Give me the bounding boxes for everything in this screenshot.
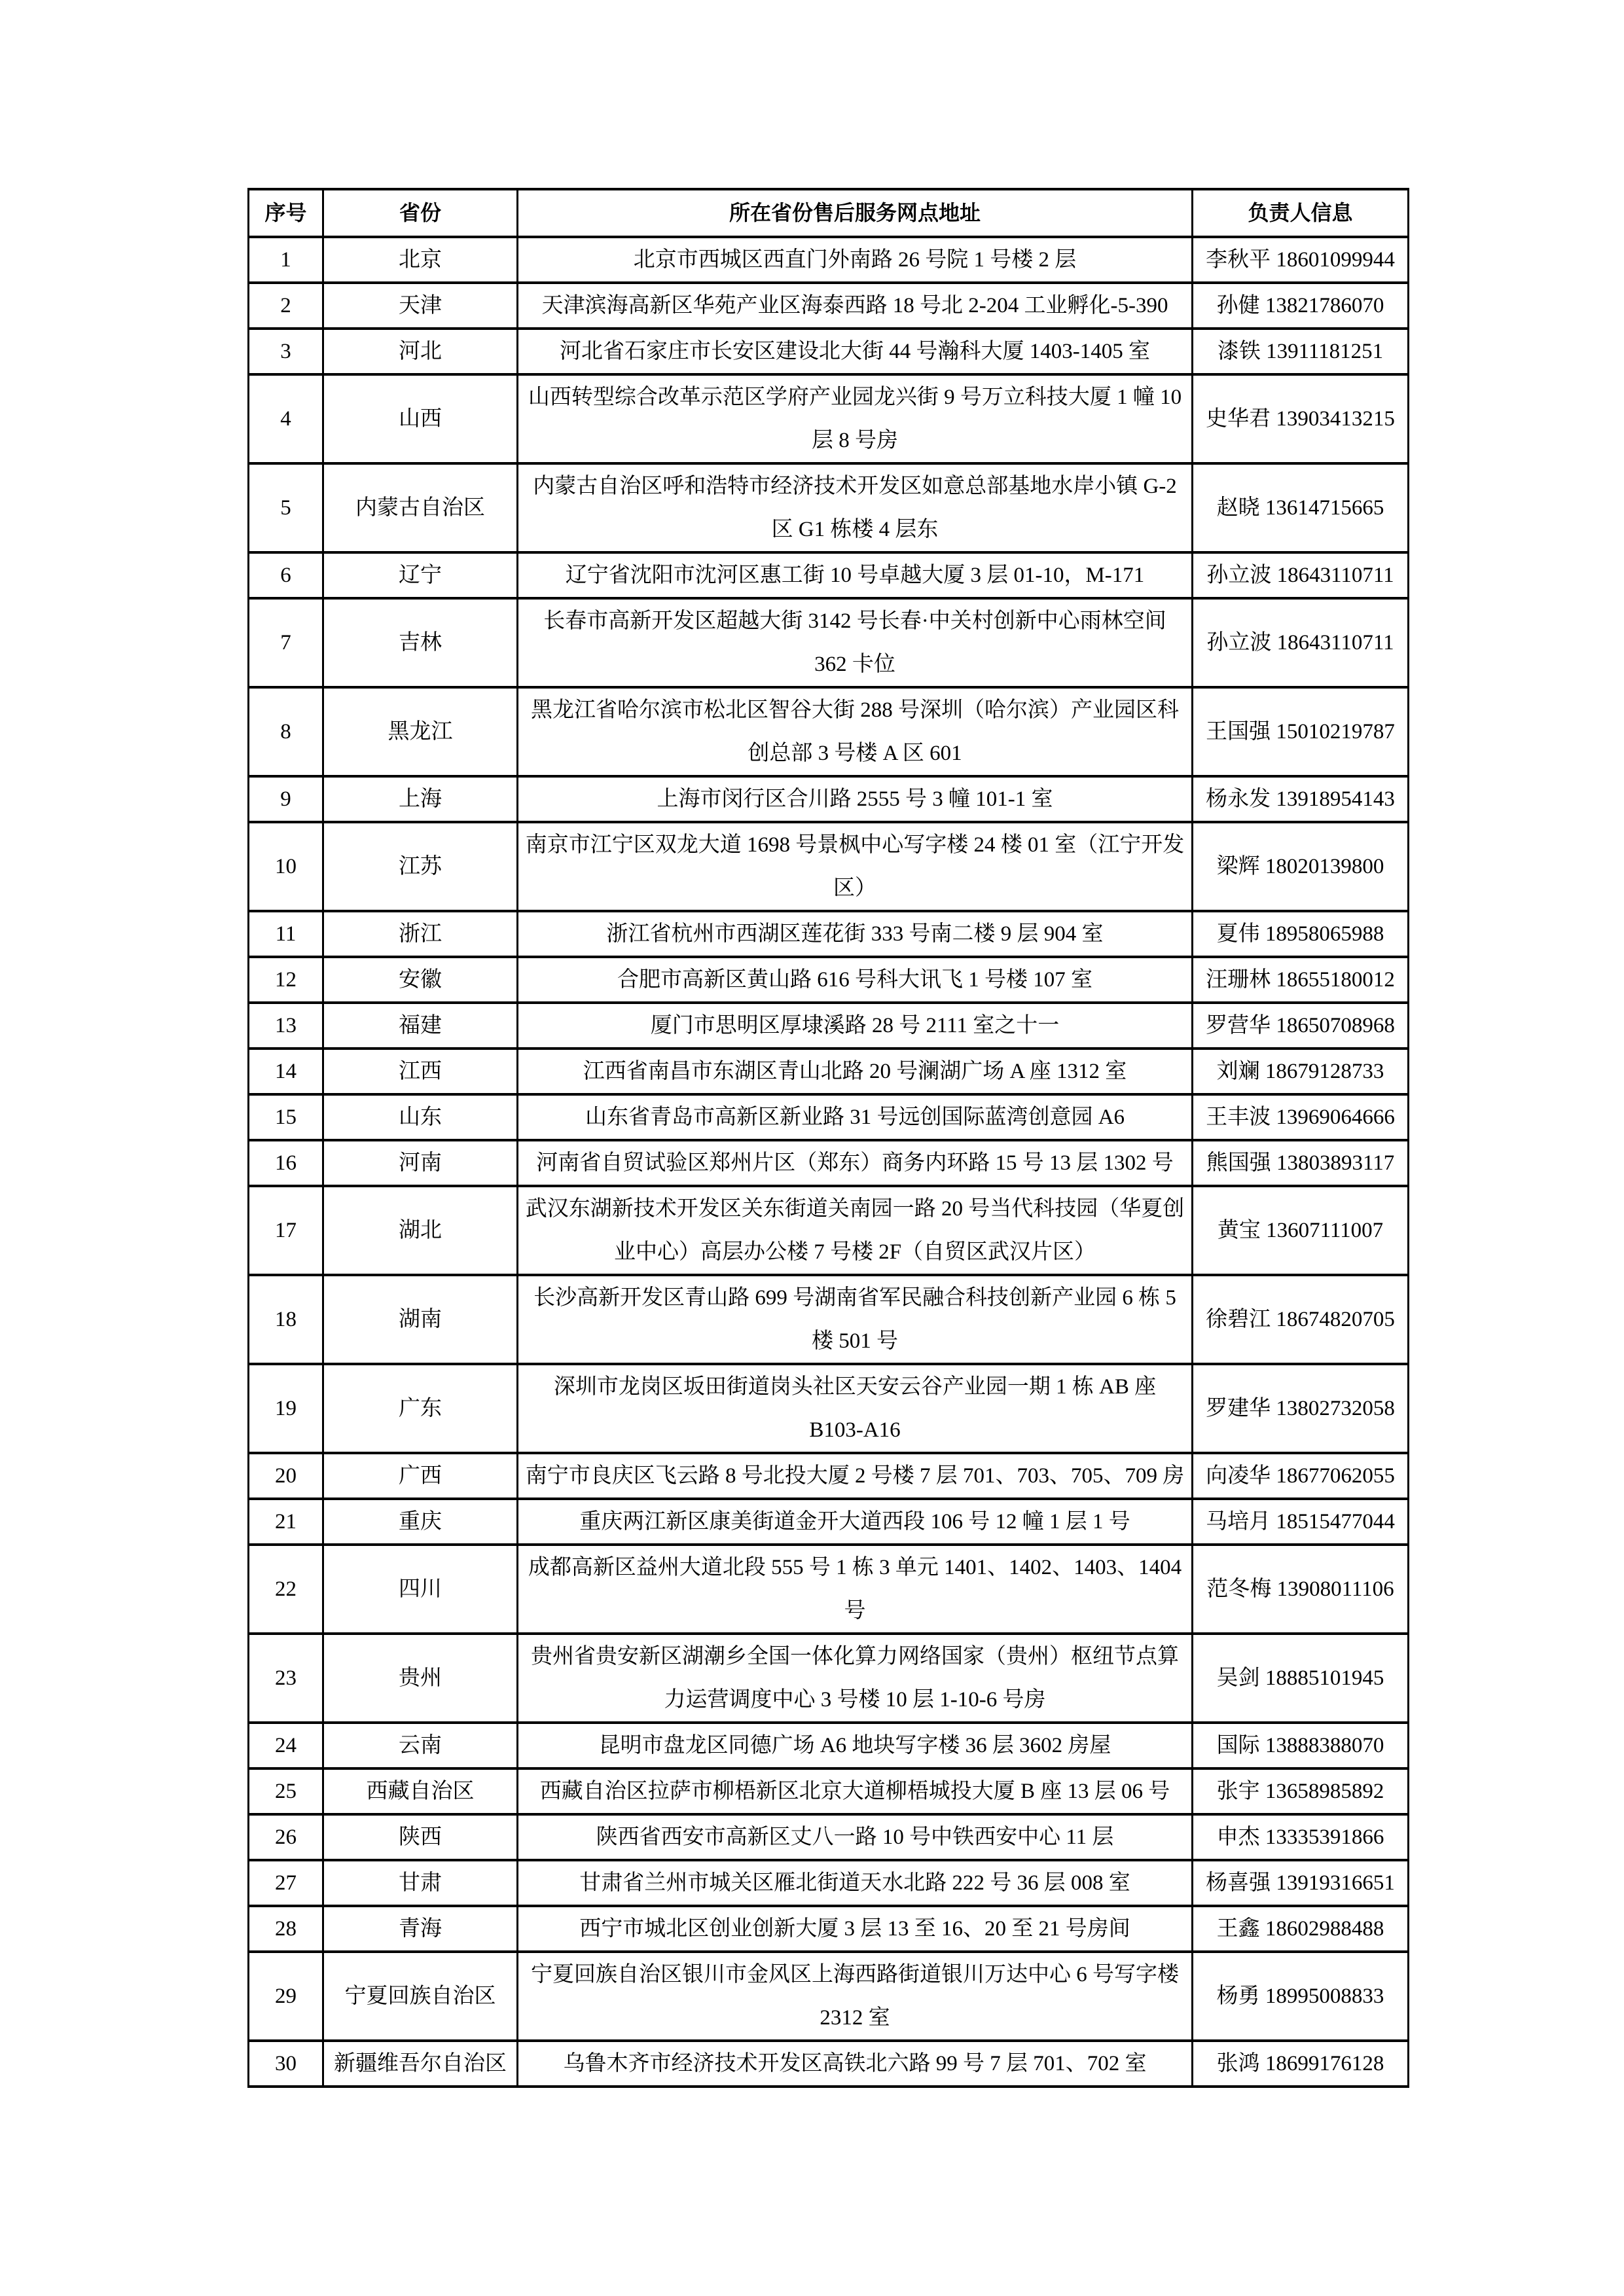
province-cell: 山东 — [323, 1094, 518, 1140]
table-row — [249, 1634, 1409, 1723]
table-row — [249, 329, 1409, 374]
province-cell: 云南 — [323, 1723, 518, 1768]
contact-cell: 漆铁 13911181251 — [1193, 329, 1409, 374]
province-cell: 广东 — [323, 1364, 518, 1453]
table-row — [249, 1275, 1409, 1364]
province-cell: 宁夏回族自治区 — [323, 1952, 518, 2041]
row-index-cell: 10 — [249, 822, 323, 911]
row-index-cell: 4 — [249, 374, 323, 463]
address-cell: 贵州省贵安新区湖潮乡全国一体化算力网络国家（贵州）枢纽节点算力运营调度中心 3 号楼 10 层 1-10-6 号房 — [518, 1634, 1193, 1723]
table-body — [249, 237, 1409, 2087]
table-row — [249, 1094, 1409, 1140]
table-row — [249, 1186, 1409, 1275]
address-cell: 长沙高新开发区青山路 699 号湖南省军民融合科技创新产业园 6 栋 5 楼 501 号 — [518, 1275, 1193, 1364]
province-cell: 湖北 — [323, 1186, 518, 1275]
contact-cell: 杨喜强 13919316651 — [1193, 1860, 1409, 1906]
table-row — [249, 1545, 1409, 1634]
address-cell: 厦门市思明区厚埭溪路 28 号 2111 室之十一 — [518, 1003, 1193, 1049]
header-province: 省份 — [323, 189, 518, 237]
row-index-cell: 22 — [249, 1545, 323, 1634]
contact-cell: 张鸿 18699176128 — [1193, 2041, 1409, 2087]
address-cell: 浙江省杭州市西湖区莲花街 333 号南二楼 9 层 904 室 — [518, 911, 1193, 957]
province-cell: 青海 — [323, 1906, 518, 1952]
table-row — [249, 283, 1409, 329]
row-index-cell: 7 — [249, 598, 323, 687]
contact-cell: 史华君 13903413215 — [1193, 374, 1409, 463]
contact-cell: 范冬梅 13908011106 — [1193, 1545, 1409, 1634]
province-cell: 安徽 — [323, 957, 518, 1003]
contact-cell: 王丰波 13969064666 — [1193, 1094, 1409, 1140]
address-cell: 北京市西城区西直门外南路 26 号院 1 号楼 2 层 — [518, 237, 1193, 283]
province-cell: 贵州 — [323, 1634, 518, 1723]
row-index-cell: 9 — [249, 776, 323, 822]
address-cell: 武汉东湖新技术开发区关东街道关南园一路 20 号当代科技园（华夏创业中心）高层办公楼 7 号楼 2F（自贸区武汉片区） — [518, 1186, 1193, 1275]
row-index-cell: 30 — [249, 2041, 323, 2087]
header-contact: 负责人信息 — [1193, 189, 1409, 237]
row-index-cell: 23 — [249, 1634, 323, 1723]
service-network-table — [247, 188, 1409, 2088]
table-row — [249, 1814, 1409, 1860]
address-cell: 陕西省西安市高新区丈八一路 10 号中铁西安中心 11 层 — [518, 1814, 1193, 1860]
address-cell: 宁夏回族自治区银川市金风区上海西路街道银川万达中心 6 号写字楼 2312 室 — [518, 1952, 1193, 2041]
table-row — [249, 1364, 1409, 1453]
province-cell: 四川 — [323, 1545, 518, 1634]
contact-cell: 汪珊林 18655180012 — [1193, 957, 1409, 1003]
row-index-cell: 11 — [249, 911, 323, 957]
contact-cell: 杨勇 18995008833 — [1193, 1952, 1409, 2041]
province-cell: 河北 — [323, 329, 518, 374]
province-cell: 陕西 — [323, 1814, 518, 1860]
table-row — [249, 1952, 1409, 2041]
row-index-cell: 12 — [249, 957, 323, 1003]
province-cell: 北京 — [323, 237, 518, 283]
row-index-cell: 19 — [249, 1364, 323, 1453]
table-row — [249, 1049, 1409, 1094]
province-cell: 山西 — [323, 374, 518, 463]
contact-cell: 国际 13888388070 — [1193, 1723, 1409, 1768]
province-cell: 福建 — [323, 1003, 518, 1049]
address-cell: 内蒙古自治区呼和浩特市经济技术开发区如意总部基地水岸小镇 G-2 区 G1 栋楼 4 层东 — [518, 463, 1193, 552]
row-index-cell: 16 — [249, 1140, 323, 1186]
row-index-cell: 17 — [249, 1186, 323, 1275]
address-cell: 昆明市盘龙区同德广场 A6 地块写字楼 36 层 3602 房屋 — [518, 1723, 1193, 1768]
address-cell: 南宁市良庆区飞云路 8 号北投大厦 2 号楼 7 层 701、703、705、709 房 — [518, 1453, 1193, 1499]
table-header — [249, 189, 1409, 237]
address-cell: 甘肃省兰州市城关区雁北街道天水北路 222 号 36 层 008 室 — [518, 1860, 1193, 1906]
row-index-cell: 15 — [249, 1094, 323, 1140]
contact-cell: 王鑫 18602988488 — [1193, 1906, 1409, 1952]
contact-cell: 梁辉 18020139800 — [1193, 822, 1409, 911]
table-row — [249, 1906, 1409, 1952]
province-cell: 江西 — [323, 1049, 518, 1094]
contact-cell: 孙健 13821786070 — [1193, 283, 1409, 329]
province-cell: 湖南 — [323, 1275, 518, 1364]
table-row — [249, 1768, 1409, 1814]
province-cell: 重庆 — [323, 1499, 518, 1545]
contact-cell: 刘斓 18679128733 — [1193, 1049, 1409, 1094]
table-row — [249, 1499, 1409, 1545]
table-row — [249, 1453, 1409, 1499]
table-row — [249, 776, 1409, 822]
row-index-cell: 27 — [249, 1860, 323, 1906]
address-cell: 河南省自贸试验区郑州片区（郑东）商务内环路 15 号 13 层 1302 号 — [518, 1140, 1193, 1186]
address-cell: 西宁市城北区创业创新大厦 3 层 13 至 16、20 至 21 号房间 — [518, 1906, 1193, 1952]
contact-cell: 杨永发 13918954143 — [1193, 776, 1409, 822]
address-cell: 河北省石家庄市长安区建设北大街 44 号瀚科大厦 1403-1405 室 — [518, 329, 1193, 374]
province-cell: 甘肃 — [323, 1860, 518, 1906]
address-cell: 山东省青岛市高新区新业路 31 号远创国际蓝湾创意园 A6 — [518, 1094, 1193, 1140]
contact-cell: 李秋平 18601099944 — [1193, 237, 1409, 283]
row-index-cell: 24 — [249, 1723, 323, 1768]
contact-cell: 吴剑 18885101945 — [1193, 1634, 1409, 1723]
header-address: 所在省份售后服务网点地址 — [518, 189, 1193, 237]
address-cell: 辽宁省沈阳市沈河区惠工街 10 号卓越大厦 3 层 01-10，M-171 — [518, 552, 1193, 598]
header-row — [249, 189, 1409, 237]
table-row — [249, 1003, 1409, 1049]
header-index: 序号 — [249, 189, 323, 237]
table-row — [249, 822, 1409, 911]
table-row — [249, 911, 1409, 957]
province-cell: 吉林 — [323, 598, 518, 687]
province-cell: 河南 — [323, 1140, 518, 1186]
table-row — [249, 463, 1409, 552]
row-index-cell: 1 — [249, 237, 323, 283]
province-cell: 黑龙江 — [323, 687, 518, 776]
row-index-cell: 3 — [249, 329, 323, 374]
contact-cell: 罗营华 18650708968 — [1193, 1003, 1409, 1049]
contact-cell: 赵晓 13614715665 — [1193, 463, 1409, 552]
table-row — [249, 957, 1409, 1003]
province-cell: 广西 — [323, 1453, 518, 1499]
address-cell: 南京市江宁区双龙大道 1698 号景枫中心写字楼 24 楼 01 室（江宁开发区） — [518, 822, 1193, 911]
table-row — [249, 1860, 1409, 1906]
contact-cell: 徐碧江 18674820705 — [1193, 1275, 1409, 1364]
contact-cell: 向凌华 18677062055 — [1193, 1453, 1409, 1499]
address-cell: 乌鲁木齐市经济技术开发区高铁北六路 99 号 7 层 701、702 室 — [518, 2041, 1193, 2087]
address-cell: 江西省南昌市东湖区青山北路 20 号澜湖广场 A 座 1312 室 — [518, 1049, 1193, 1094]
province-cell: 浙江 — [323, 911, 518, 957]
row-index-cell: 20 — [249, 1453, 323, 1499]
address-cell: 重庆两江新区康美街道金开大道西段 106 号 12 幢 1 层 1 号 — [518, 1499, 1193, 1545]
row-index-cell: 28 — [249, 1906, 323, 1952]
row-index-cell: 14 — [249, 1049, 323, 1094]
address-cell: 黑龙江省哈尔滨市松北区智谷大街 288 号深圳（哈尔滨）产业园区科创总部 3 号楼 A 区 601 — [518, 687, 1193, 776]
row-index-cell: 25 — [249, 1768, 323, 1814]
province-cell: 上海 — [323, 776, 518, 822]
contact-cell: 王国强 15010219787 — [1193, 687, 1409, 776]
address-cell: 上海市闵行区合川路 2555 号 3 幢 101-1 室 — [518, 776, 1193, 822]
table-row — [249, 1140, 1409, 1186]
province-cell: 西藏自治区 — [323, 1768, 518, 1814]
province-cell: 江苏 — [323, 822, 518, 911]
province-cell: 内蒙古自治区 — [323, 463, 518, 552]
province-cell: 天津 — [323, 283, 518, 329]
contact-cell: 孙立波 18643110711 — [1193, 598, 1409, 687]
row-index-cell: 26 — [249, 1814, 323, 1860]
contact-cell: 熊国强 13803893117 — [1193, 1140, 1409, 1186]
contact-cell: 夏伟 18958065988 — [1193, 911, 1409, 957]
table-row — [249, 598, 1409, 687]
row-index-cell: 8 — [249, 687, 323, 776]
contact-cell: 申杰 13335391866 — [1193, 1814, 1409, 1860]
row-index-cell: 5 — [249, 463, 323, 552]
row-index-cell: 29 — [249, 1952, 323, 2041]
contact-cell: 马培月 18515477044 — [1193, 1499, 1409, 1545]
address-cell: 山西转型综合改革示范区学府产业园龙兴街 9 号万立科技大厦 1 幢 10 层 8 号房 — [518, 374, 1193, 463]
contact-cell: 罗建华 13802732058 — [1193, 1364, 1409, 1453]
contact-cell: 孙立波 18643110711 — [1193, 552, 1409, 598]
row-index-cell: 6 — [249, 552, 323, 598]
province-cell: 辽宁 — [323, 552, 518, 598]
address-cell: 天津滨海高新区华苑产业区海泰西路 18 号北 2-204 工业孵化-5-390 — [518, 283, 1193, 329]
row-index-cell: 2 — [249, 283, 323, 329]
address-cell: 长春市高新开发区超越大街 3142 号长春·中关村创新中心雨林空间 362 卡位 — [518, 598, 1193, 687]
table-row — [249, 374, 1409, 463]
table-row — [249, 1723, 1409, 1768]
table-row — [249, 687, 1409, 776]
row-index-cell: 21 — [249, 1499, 323, 1545]
address-cell: 成都高新区益州大道北段 555 号 1 栋 3 单元 1401、1402、1403、1404 号 — [518, 1545, 1193, 1634]
province-cell: 新疆维吾尔自治区 — [323, 2041, 518, 2087]
address-cell: 西藏自治区拉萨市柳梧新区北京大道柳梧城投大厦 B 座 13 层 06 号 — [518, 1768, 1193, 1814]
address-cell: 合肥市高新区黄山路 616 号科大讯飞 1 号楼 107 室 — [518, 957, 1193, 1003]
table-row — [249, 2041, 1409, 2087]
row-index-cell: 18 — [249, 1275, 323, 1364]
table-row — [249, 237, 1409, 283]
row-index-cell: 13 — [249, 1003, 323, 1049]
address-cell: 深圳市龙岗区坂田街道岗头社区天安云谷产业园一期 1 栋 AB 座 B103-A16 — [518, 1364, 1193, 1453]
contact-cell: 张宇 13658985892 — [1193, 1768, 1409, 1814]
table-row — [249, 552, 1409, 598]
contact-cell: 黄宝 13607111007 — [1193, 1186, 1409, 1275]
